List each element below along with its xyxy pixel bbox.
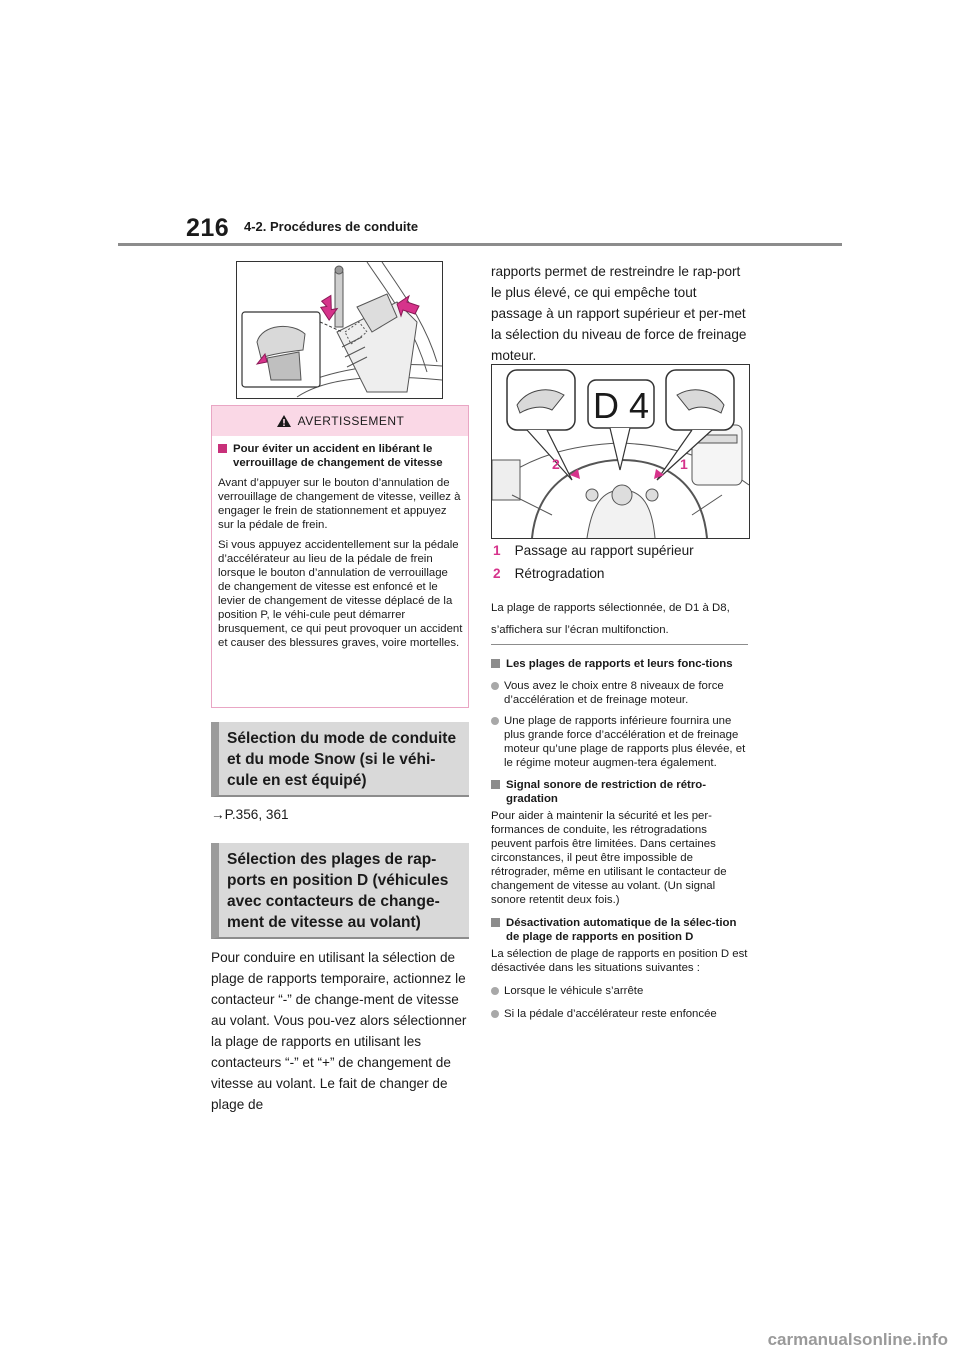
bullet-item (491, 679, 748, 707)
section-divider (491, 644, 748, 645)
warning-title: AVERTISSEMENT (297, 414, 405, 428)
shift-lever-illustration (237, 262, 442, 398)
heading-driving-mode: Sélection du mode de conduite et du mode Snow (si le véhi-cule en est équipé) (211, 722, 469, 797)
paddle-shifter-figure (491, 364, 750, 539)
warning-header (212, 406, 468, 436)
legend-number: 2 (493, 566, 501, 581)
page-reference: →P.356, 361 (211, 807, 289, 822)
warning-box (211, 405, 469, 708)
square-bullet-icon (491, 659, 500, 668)
round-bullet-icon (491, 1010, 499, 1018)
paddle-shifter-illustration (492, 365, 749, 538)
legend-text: Rétrogradation (514, 566, 605, 581)
square-bullet-icon (491, 780, 500, 789)
note-text: Pour aider à maintenir la sécurité et les per-formances de conduite, les rétrogradations peuvent parfois être limitées. Dans certaines circonstances, il peut être impossible de rétrograder, même en utilisant le contacteur de changement de vitesse au volant. (Un signal sonore retentit deux fois.) (491, 810, 727, 906)
page-number: 216 (186, 214, 230, 242)
bullet-text: Lorsque le véhicule s’arrête (504, 985, 644, 997)
note-heading (491, 916, 748, 944)
range-note: La plage de rapports sélectionnée, de D1 à D8, s’affichera sur l’écran multifonction. (491, 602, 730, 636)
square-bullet-icon (218, 444, 227, 453)
warning-triangle-icon (276, 414, 292, 428)
note-heading-text: Les plages de rapports et leurs fonc-tions (506, 658, 733, 670)
figure-legend (493, 543, 748, 581)
bullet-text: Vous avez le choix entre 8 niveaux de force d’accélération et de freinage moteur. (504, 680, 724, 706)
heading-range-selection: Sélection des plages de rap-ports en position D (véhicules avec contacteurs de change-ment de vitesse au volant) (211, 843, 469, 939)
bullet-text: Une plage de rapports inférieure fournira une plus grande force d’accélération et de freinage moteur qu’une plage de rapports plus élevée, et le régime moteur augmen-tera également. (504, 715, 746, 769)
note-heading-text: Signal sonore de restriction de rétro-gradation (506, 779, 707, 805)
square-bullet-icon (491, 918, 500, 927)
bullet-item (491, 984, 748, 998)
section-title: 4-2. Procédures de conduite (244, 219, 419, 234)
warning-subheading-text: Pour éviter un accident en libérant le verrouillage de changement de vitesse (233, 443, 443, 469)
callout-label-2: 2 (552, 456, 560, 472)
notes-column (491, 657, 748, 1021)
footer-watermark: carmanualsonline.info (767, 1330, 948, 1349)
note-text: La sélection de plage de rapports en position D est désactivée dans les situations suivantes : (491, 948, 748, 974)
body-paragraph-left: Pour conduire en utilisant la sélection de plage de rapports temporaire, actionnez le contacteur “-” de change-ment de vitesse au volant. Vous pou-vez alors sélectionner la plage de rapports en utilisant les contacteurs “-” et “+” de changement de vitesse au volant. Le fait de changer de plage de (211, 950, 467, 1112)
bullet-item (491, 714, 748, 770)
legend-item (493, 566, 748, 581)
warning-subheading (218, 442, 463, 470)
note-heading (491, 778, 748, 806)
warning-paragraph: Avant d’appuyer sur le bouton d’annulation de verrouillage de changement de vitesse, veillez à engager le frein de stationnement et appuyez sur la pédale de frein. (218, 477, 461, 531)
note-heading-text: Désactivation automatique de la sélec-tion de plage de rapports en position D (506, 917, 737, 943)
round-bullet-icon (491, 682, 499, 690)
legend-number: 1 (493, 543, 501, 558)
gear-display-text: D 4 (592, 385, 650, 426)
warning-paragraph: Si vous appuyez accidentellement sur la pédale d’accélérateur au lieu de la pédale de frein lorsque le bouton d’annulation de verrouillage de changement de vitesse est enfoncé et le levier de changement de vitesse déplacé de la position P, le véhi-cule peut démarrer brusquement, ce qui peut provoquer un accident et causer des blessures graves, voire mortelles. (218, 539, 463, 649)
bullet-text: Si la pédale d’accélérateur reste enfoncée (504, 1008, 717, 1020)
header-rule (118, 243, 842, 246)
legend-item (493, 543, 748, 558)
body-paragraph-right: rapports permet de restreindre le rap-port le plus élevé, ce qui empêche tout passage à un rapport supérieur et per-met la sélection du niveau de force de freinage moteur. (491, 264, 747, 363)
round-bullet-icon (491, 717, 499, 725)
bullet-item (491, 1007, 748, 1021)
round-bullet-icon (491, 987, 499, 995)
shift-lever-figure (236, 261, 443, 399)
note-heading (491, 657, 748, 671)
callout-label-1: 1 (680, 456, 688, 472)
legend-text: Passage au rapport supérieur (514, 543, 694, 558)
